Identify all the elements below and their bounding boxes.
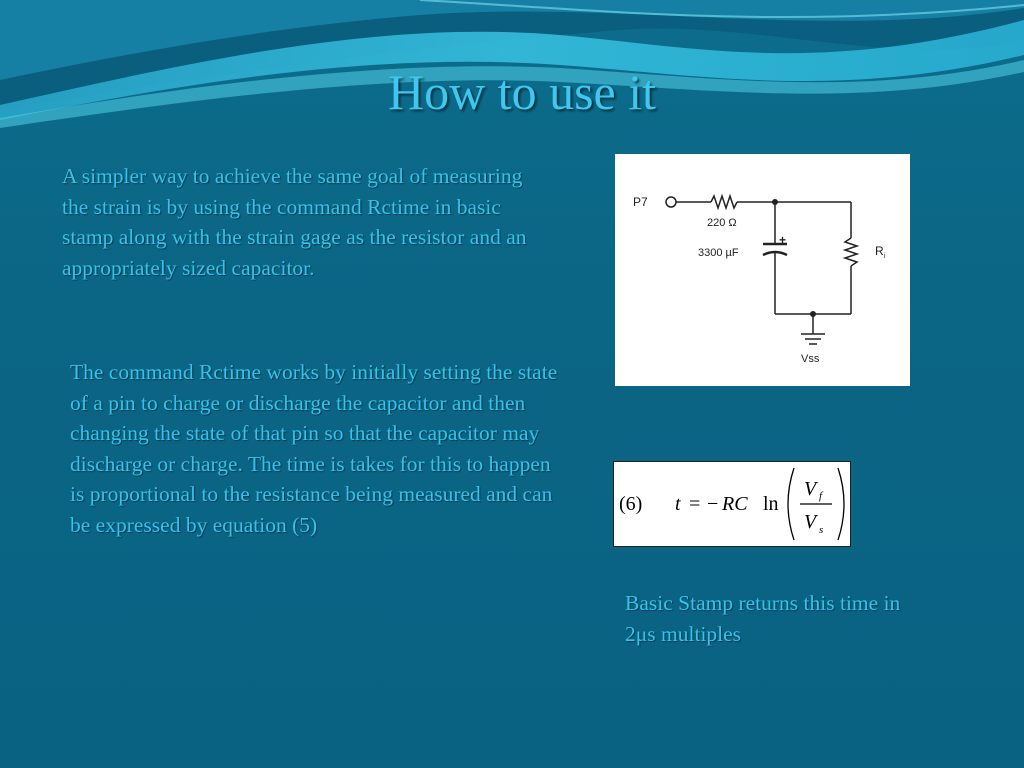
paragraph-rctime-intro: A simpler way to achieve the same goal of measuring the strain is by using the command Rctime in basic stamp along with the strain gage as the resistor and an appropriately sized capacitor. — [62, 164, 527, 280]
denominator-var: V — [804, 511, 817, 533]
left-paren-icon — [788, 468, 794, 540]
variable-resistor-label: R — [875, 244, 884, 258]
capacitor-plus: + — [779, 233, 787, 247]
equation-lhs: t — [675, 493, 681, 515]
equation-rc: RC — [722, 493, 748, 515]
numerator-var: V — [804, 478, 817, 500]
slide-title: How to use it — [387, 64, 657, 120]
equation-minus: − — [707, 493, 719, 515]
right-paren-icon — [838, 468, 844, 540]
variable-resistor-subscript: i — [884, 253, 886, 260]
pin-label: P7 — [633, 195, 648, 209]
circuit-diagram — [615, 154, 910, 386]
equation-box — [613, 461, 851, 547]
basic-stamp-note: Basic Stamp returns this time in 2μs multiples — [625, 591, 901, 646]
pin-terminal — [666, 197, 676, 207]
equation-equals: = — [689, 493, 701, 515]
capacitor-label: 3300 µF — [698, 247, 739, 259]
equation-ln: ln — [763, 493, 779, 515]
resistor-label: 220 Ω — [707, 217, 737, 229]
denominator-sub: s — [819, 524, 824, 536]
ground-label: Vss — [801, 353, 820, 365]
numerator-sub: f — [819, 490, 823, 502]
variable-resistor-icon — [845, 238, 857, 266]
resistor-220-icon — [711, 196, 737, 208]
equation-number: (6) — [619, 493, 643, 515]
paragraph-rctime-explanation: The command Rctime works by initially setting the state of a pin to charge or discharge the capacitor and then changing the state of that pin so that the capacitor may discharge or charge. The time is takes for this to happen is proportional to the resistance being measured and can be expressed by equation (5) — [70, 360, 558, 537]
